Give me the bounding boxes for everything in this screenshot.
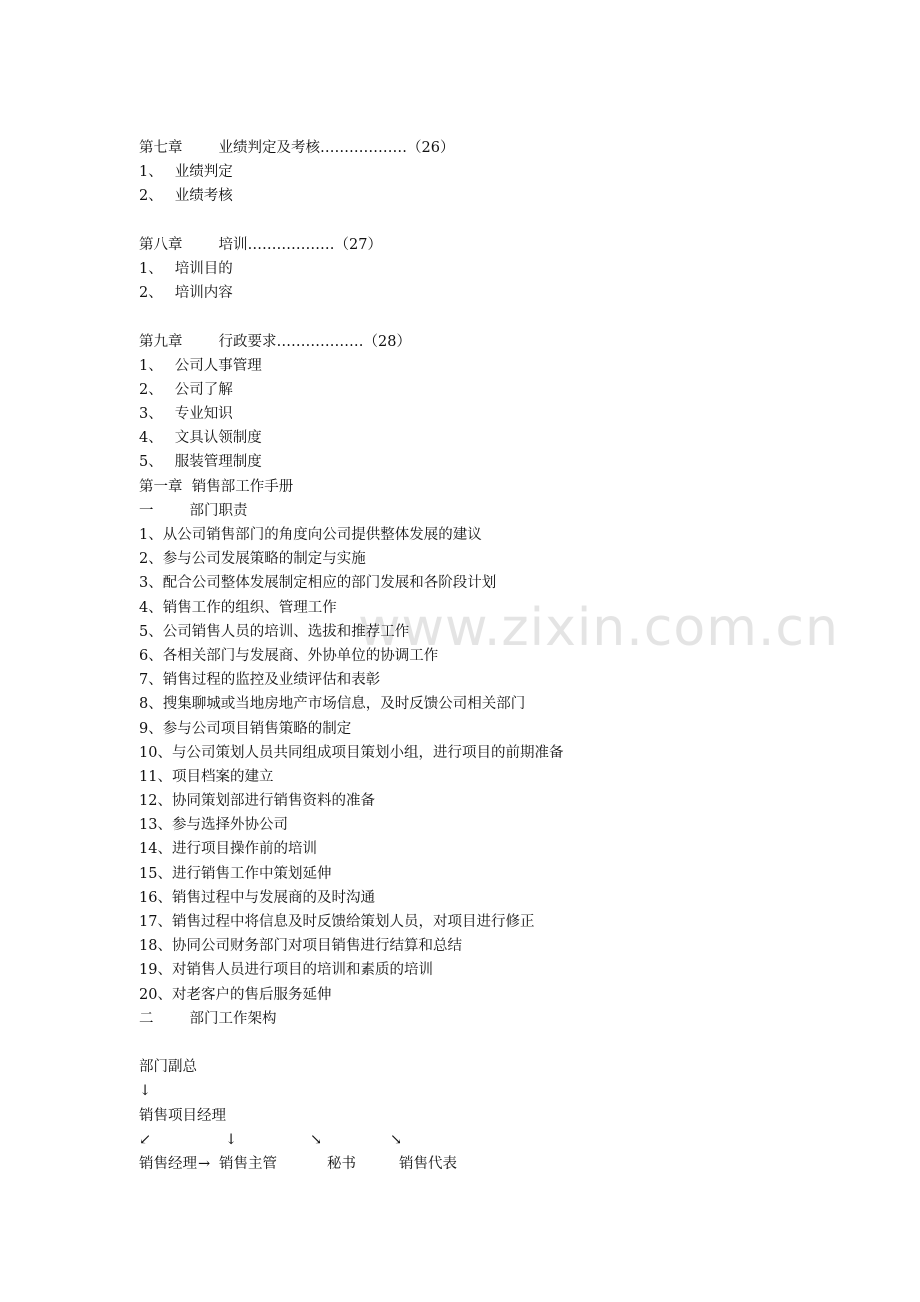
toc-subitem-text: 服装管理制度 <box>174 454 262 471</box>
org-node-project-manager: 销售项目经理 <box>139 1107 226 1124</box>
down-left-arrow-icon: ↙ <box>139 1131 152 1148</box>
toc-subitem <box>139 160 839 184</box>
toc-chapter-number: 第八章 <box>139 236 183 253</box>
section-heading-duties <box>139 499 839 523</box>
duty-item: 6、各相关部门与发展商、外协单位的协调工作 <box>139 647 439 664</box>
org-arrow-row <box>139 1128 839 1152</box>
toc-entry-chapter-9[interactable] <box>139 330 839 354</box>
toc-subitem <box>139 402 839 426</box>
org-node-sales-supervisor: 销售主管 <box>219 1155 277 1172</box>
chapter-heading: 第一章 销售部工作手册 <box>139 478 294 495</box>
toc-subitem <box>139 426 839 450</box>
duty-item: 5、公司销售人员的培训、选拔和推荐工作 <box>139 623 410 640</box>
toc-subitem <box>139 354 839 378</box>
right-arrow-icon: → <box>198 1155 211 1172</box>
duty-item: 17、销售过程中将信息及时反馈给策划人员，对项目进行修正 <box>139 914 535 930</box>
watermark: www.zixin.com.cn <box>358 598 839 658</box>
duty-item: 12、协同策划部进行销售资料的准备 <box>139 793 375 810</box>
toc-subitem-number: 3、 <box>139 406 163 423</box>
toc-subitem-number: 2、 <box>139 188 163 205</box>
org-chart <box>139 1055 839 1176</box>
duty-item: 16、销售过程中与发展商的及时沟通 <box>139 889 375 906</box>
toc-entry-chapter-8[interactable] <box>139 233 839 257</box>
duty-item: 14、进行项目操作前的培训 <box>139 841 317 858</box>
toc-chapter-title: 培训 <box>218 236 248 253</box>
toc-subitem-text: 公司人事管理 <box>174 357 262 374</box>
toc-chapter-title: 行政要求 <box>218 333 277 350</box>
toc-page-number: （28） <box>363 333 411 350</box>
toc-subitem-number: 1、 <box>139 357 163 374</box>
duty-item: 11、项目档案的建立 <box>139 768 274 785</box>
toc-subitem <box>139 184 839 208</box>
org-node-secretary: 秘书 <box>327 1155 356 1172</box>
org-node-vice-president: 部门副总 <box>139 1059 197 1076</box>
section-number: 一 <box>139 502 154 519</box>
toc-subitem-number: 2、 <box>139 381 163 398</box>
down-arrow-icon: ↓ <box>225 1131 238 1148</box>
toc-subitem-text: 文具认领制度 <box>174 430 262 447</box>
toc-subitem-number: 1、 <box>139 164 163 181</box>
toc-subitem-text: 公司了解 <box>174 381 233 398</box>
duty-item: 4、销售工作的组织、管理工作 <box>139 599 337 616</box>
toc-subitem-number: 2、 <box>139 285 163 302</box>
toc-subitem <box>139 257 839 281</box>
section-title: 部门职责 <box>189 502 248 519</box>
section-title: 部门工作架构 <box>189 1010 277 1027</box>
duty-item: 20、对老客户的售后服务延伸 <box>139 986 332 1003</box>
duty-item: 15、进行销售工作中策划延伸 <box>139 865 332 882</box>
down-right-arrow-icon: ↘ <box>390 1131 403 1148</box>
toc-subitem-text: 培训内容 <box>174 285 233 302</box>
toc-subitem-text: 业绩考核 <box>174 188 233 205</box>
toc-subitem-number: 5、 <box>139 454 163 471</box>
duty-item: 13、参与选择外协公司 <box>139 817 288 834</box>
toc-leader-dots: ……………… <box>320 140 407 156</box>
duty-item: 19、对销售人员进行项目的培训和素质的培训 <box>139 962 433 979</box>
section-heading-structure <box>139 1007 839 1031</box>
toc-page-number: （26） <box>407 140 455 156</box>
duty-item: 8、搜集聊城或当地房地产市场信息，及时反馈公司相关部门 <box>139 696 526 713</box>
duty-item: 2、参与公司发展策略的制定与实施 <box>139 551 366 568</box>
duty-item: 9、参与公司项目销售策略的制定 <box>139 720 352 737</box>
toc-page-number: （27） <box>334 236 382 253</box>
org-leaf-row <box>139 1152 839 1176</box>
org-node-sales-manager: 销售经理 <box>139 1155 197 1172</box>
duty-item: 10、与公司策划人员共同组成项目策划小组，进行项目的前期准备 <box>139 744 564 761</box>
duty-item: 7、销售过程的监控及业绩评估和表彰 <box>139 672 381 689</box>
toc-subitem <box>139 378 839 402</box>
duty-item: 3、配合公司整体发展制定相应的部门发展和各阶段计划 <box>139 575 497 592</box>
down-right-arrow-icon: ↘ <box>310 1131 323 1148</box>
toc-subitem-text: 业绩判定 <box>174 164 233 181</box>
duties-list <box>139 523 839 1007</box>
org-node-sales-representative: 销售代表 <box>399 1155 457 1172</box>
toc-subitem <box>139 281 839 305</box>
toc-chapter-number: 第七章 <box>139 140 183 156</box>
toc-subitem-number: 1、 <box>139 260 163 277</box>
duty-item: 18、协同公司财务部门对项目销售进行结算和总结 <box>139 938 462 955</box>
section-number: 二 <box>139 1010 154 1027</box>
toc-leader-dots: ……………… <box>276 333 364 350</box>
duty-item: 1、从公司销售部门的角度向公司提供整体发展的建议 <box>139 527 482 543</box>
down-arrow-icon: ↓ <box>139 1083 152 1100</box>
toc-subitem-text: 专业知识 <box>174 406 233 423</box>
toc-chapter-title: 业绩判定及考核 <box>218 140 320 156</box>
toc-chapter-number: 第九章 <box>139 333 183 350</box>
toc-subitem <box>139 450 839 474</box>
toc-subitem-number: 4、 <box>139 430 163 447</box>
document-content <box>139 136 839 1176</box>
toc-leader-dots: ……………… <box>247 236 335 253</box>
toc-subitem-text: 培训目的 <box>174 260 233 277</box>
toc-entry-chapter-7[interactable] <box>139 136 839 160</box>
